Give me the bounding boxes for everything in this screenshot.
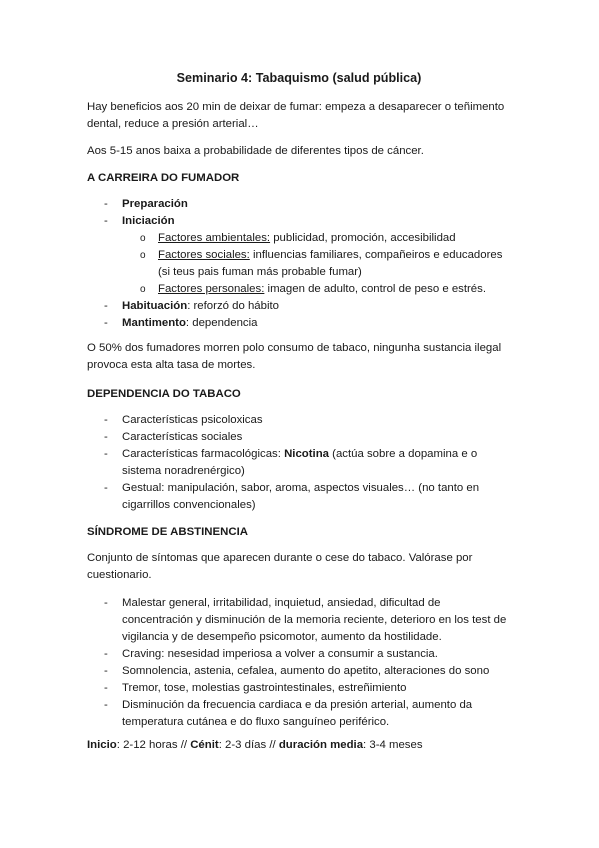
list-item-somnolencia: - Somnolencia, astenia, cefalea, aumento do apetito, alteraciones do sono (87, 663, 511, 680)
sublist-item-sociales: o Factores sociales: influencias familiares, compañeiros e educadores (si teus pais fuman más probable fumar) (122, 247, 511, 281)
carreira-note: O 50% dos fumadores morren polo consumo de tabaco, ningunha sustancia ilegal provoca esta alta tasa de mortes. (87, 342, 502, 371)
list-item-gestual: - Gestual: manipulación, sabor, aroma, aspectos visuales… (no tanto en cigarrillos convencionales) (87, 480, 511, 514)
list-item-preparacion: - Preparación (87, 196, 511, 213)
list-item-iniciacion: - Iniciación o Factores ambientales: publicidad, promoción, accesibilidad o Factores sociales: influencias familiares, compañeiros e educadores (si teus pais fuman más probable fumar) o Factores personales: imagen de adulto, control de peso e estrés. (87, 213, 511, 298)
list-item-disminucion: - Disminución da frecuencia cardiaca e da presión arterial, aumento da temperatura cutánea e do fluxo sanguíneo periférico. (87, 697, 511, 731)
section-heading-carreira: A CARREIRA DO FUMADOR (87, 172, 240, 184)
sublist-item-personales: o Factores personales: imagen de adulto, control de peso e estrés. (122, 281, 511, 298)
list-item-mantimento: - Mantimento: dependencia (87, 315, 511, 332)
section-heading-abstinencia: SÍNDROME DE ABSTINENCIA (87, 526, 248, 538)
section-heading-dependencia: DEPENDENCIA DO TABACO (87, 388, 241, 400)
abstinencia-timeline: Inicio: 2-12 horas // Cénit: 2-3 días // duración media: 3-4 meses (87, 739, 423, 751)
dependencia-list (87, 412, 511, 514)
abstinencia-list (87, 595, 511, 731)
sublist-item-ambientales: o Factores ambientales: publicidad, promoción, accesibilidad (122, 230, 511, 247)
list-item-craving: - Craving: nesesidad imperiosa a volver a consumir a sustancia. (87, 646, 511, 663)
carreira-list (87, 196, 511, 332)
intro-paragraph-2: Aos 5-15 anos baixa a probabilidade de diferentes tipos de cáncer. (87, 145, 424, 157)
abstinencia-intro: Conjunto de síntomas que aparecen durante o cese do tabaco. Valórase por cuestionario. (87, 552, 473, 581)
intro-paragraph-1: Hay beneficios aos 20 min de deixar de fumar: empeza a desaparecer o teñimento dental, reduce a presión arterial… (87, 101, 505, 130)
list-item-sociales: - Características sociales (87, 429, 511, 446)
list-item-tremor: - Tremor, tose, molestias gastrointestinales, estreñimiento (87, 680, 511, 697)
page-title: Seminario 4: Tabaquismo (salud pública) (176, 71, 422, 85)
list-item-malestar: - Malestar general, irritabilidad, inquietud, ansiedad, dificultad de concentración y disminución de la memoria reciente, deterioro en los test de vigilancia y de desempeño psicomotor, aumento da hostilidade. (87, 595, 511, 646)
factores-sublist (122, 230, 511, 298)
list-item-psicoloxicas: - Características psicoloxicas (87, 412, 511, 429)
list-item-farmacologicas: - Características farmacológicas: Nicotina (actúa sobre a dopamina e o sistema noradrenérgico) (87, 446, 511, 480)
list-item-habituacion: - Habituación: reforzó do hábito (87, 298, 511, 315)
